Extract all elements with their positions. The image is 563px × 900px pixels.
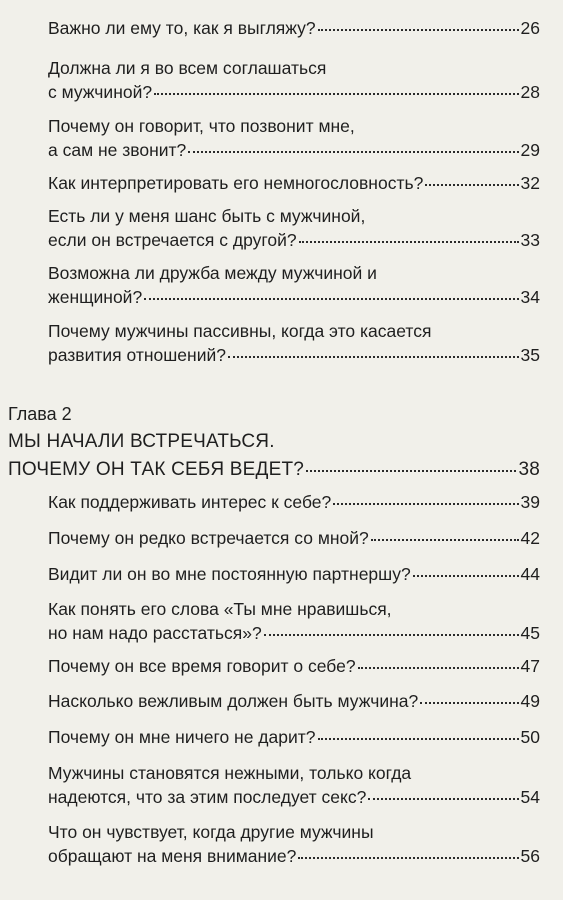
toc-entry [48, 820, 540, 868]
toc-entry [48, 526, 540, 550]
leader-dots [228, 356, 519, 358]
entry-page-number: 45 [520, 623, 540, 643]
entry-page-number: 34 [520, 287, 540, 307]
entry-page-number: 28 [520, 82, 540, 102]
toc-entry [48, 562, 540, 586]
leader-dots [368, 798, 518, 800]
entry-title: Как поддерживать интерес к себе? [48, 492, 332, 512]
entry-page-number: 35 [520, 345, 540, 365]
leader-dots [358, 667, 519, 669]
entry-page-number: 56 [520, 846, 540, 866]
leader-dots [413, 575, 519, 577]
entry-page-number: 33 [520, 230, 540, 250]
entry-page-number: 26 [520, 18, 540, 38]
toc-entry [48, 16, 540, 40]
toc-entry [48, 204, 540, 252]
entry-title: Как понять его слова «Ты мне нравишься, [48, 599, 392, 619]
entry-title-cont: с мужчиной? [48, 82, 153, 102]
entry-title-cont: но нам надо расстаться»? [48, 623, 262, 643]
toc-entry [48, 261, 540, 309]
entry-title: Есть ли у меня шанс быть с мужчиной, [48, 206, 366, 226]
entry-title: Почему он редко встречается со мной? [48, 528, 369, 548]
entry-title: Почему мужчины пассивны, когда это касается [48, 321, 432, 341]
entry-page-number: 49 [520, 691, 540, 711]
toc-entry [48, 56, 540, 104]
leader-dots [154, 93, 518, 95]
entry-page-number: 50 [520, 727, 540, 747]
toc-entry [48, 171, 540, 195]
chapter-title-line: ПОЧЕМУ ОН ТАК СЕБЯ ВЕДЕТ? [8, 459, 305, 480]
entry-title: Как интерпретировать его немногословность? [48, 173, 424, 193]
toc-entry [48, 490, 540, 514]
entry-title-cont: если он встречается с другой? [48, 230, 297, 250]
entry-title: Что он чувствует, когда другие мужчины [48, 822, 374, 842]
entry-title: Мужчины становятся нежными, только когда [48, 763, 412, 783]
entry-title-cont: женщиной? [48, 287, 143, 307]
entry-title: Должна ли я во всем соглашаться [48, 58, 327, 78]
chapter-label: Глава 2 [8, 404, 72, 424]
entry-page-number: 32 [520, 173, 540, 193]
leader-dots [299, 241, 519, 243]
entry-page-number: 44 [520, 564, 540, 584]
entry-title: Почему он мне ничего не дарит? [48, 727, 316, 747]
entry-title: Насколько вежливым должен быть мужчина? [48, 691, 419, 711]
leader-dots [264, 634, 519, 636]
toc-entry [48, 725, 540, 749]
entry-title-cont: обращают на меня внимание? [48, 846, 297, 866]
entry-title: Почему он говорит, что позвонит мне, [48, 116, 355, 136]
toc-entry [48, 114, 540, 162]
toc-entry [48, 689, 540, 713]
entry-title: Видит ли он во мне постоянную партнершу? [48, 564, 411, 584]
entry-title: Почему он все время говорит о себе? [48, 656, 356, 676]
leader-dots [318, 738, 519, 740]
toc-entry [48, 654, 540, 678]
leader-dots [371, 539, 519, 541]
entry-title: Важно ли ему то, как я выгляжу? [48, 18, 316, 38]
entry-page-number: 42 [520, 528, 540, 548]
chapter-title [8, 428, 540, 484]
entry-title: Возможна ли дружба между мужчиной и [48, 263, 377, 283]
leader-dots [420, 702, 518, 704]
entry-page-number: 54 [520, 787, 540, 807]
toc-entry [48, 761, 540, 809]
leader-dots [425, 184, 518, 186]
chapter-title-line: МЫ НАЧАЛИ ВСТРЕЧАТЬСЯ. [8, 431, 275, 452]
entry-page-number: 29 [520, 140, 540, 160]
entry-page-number: 47 [520, 656, 540, 676]
toc-entry [48, 319, 540, 367]
leader-dots [318, 29, 519, 31]
leader-dots [144, 298, 518, 300]
entry-title-cont: а сам не звонит? [48, 140, 187, 160]
entry-title-cont: надеются, что за этим последует секс? [48, 787, 367, 807]
leader-dots [333, 503, 518, 505]
leader-dots [188, 151, 518, 153]
leader-dots [298, 857, 518, 859]
toc-entry [48, 597, 540, 645]
entry-page-number: 39 [520, 492, 540, 512]
chapter-page-number: 38 [518, 459, 540, 480]
leader-dots [306, 470, 516, 472]
entry-title-cont: развития отношений? [48, 345, 226, 365]
